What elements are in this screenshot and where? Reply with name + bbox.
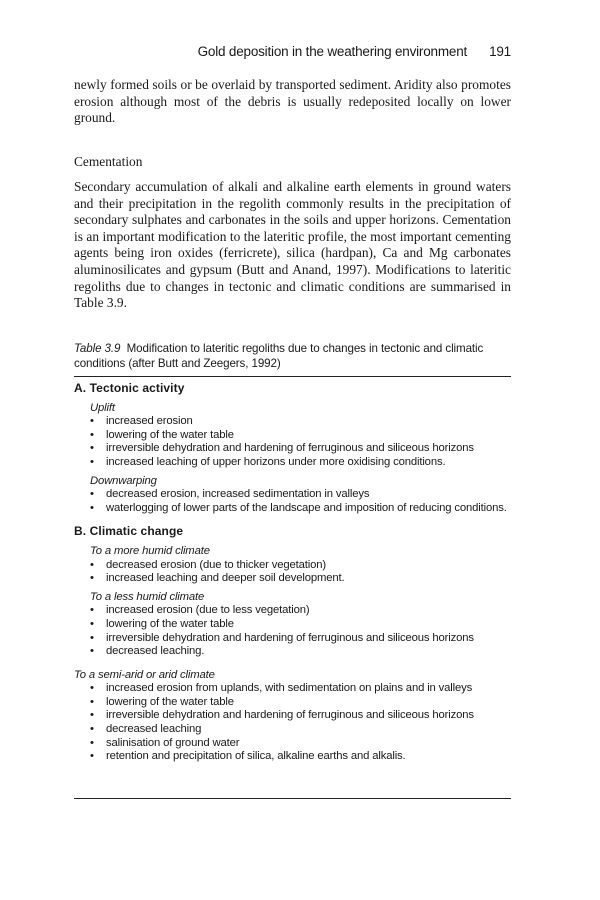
list-item: • increased leaching and deeper soil development. [90, 572, 511, 586]
list-item: • decreased erosion (due to thicker vegetation) [90, 559, 511, 573]
table-caption-text: Modification to lateritic regoliths due to changes in tectonic and climatic conditions (after Butt and Zeegers, 1992) [74, 342, 484, 370]
list-item: • irreversible dehydration and hardening of ferruginous and siliceous horizons [90, 709, 511, 723]
list-less-humid [74, 604, 511, 658]
list-more-humid [74, 559, 511, 586]
section-heading-cementation: Cementation [74, 154, 143, 169]
table-caption [74, 342, 511, 371]
list-item: • increased erosion (due to less vegetation) [90, 604, 511, 618]
table-3-9 [74, 382, 511, 769]
list-item: • decreased leaching. [90, 645, 511, 659]
body-paragraph-1: newly formed soils or be overlaid by transported sediment. Aridity also promotes erosion although most of the debris is usually redeposited locally on lower ground. [74, 77, 511, 126]
list-item: • increased leaching of upper horizons under more oxidising conditions. [90, 456, 511, 470]
running-title: Gold deposition in the weathering environment [197, 44, 468, 59]
section-b-heading: B. Climatic change [74, 524, 184, 539]
table-top-rule [74, 376, 511, 377]
list-item: • irreversible dehydration and hardening of ferruginous and siliceous horizons [90, 632, 511, 646]
section-a-heading: A. Tectonic activity [74, 381, 185, 395]
list-item: • lowering of the water table [90, 696, 511, 710]
table-bottom-rule [74, 798, 511, 799]
subheading-arid: To a semi-arid or arid climate [74, 668, 215, 681]
subheading-more-humid: To a more humid climate [90, 544, 210, 557]
list-downwarping [74, 488, 511, 515]
subheading-downwarping: Downwarping [90, 474, 157, 487]
list-item: • waterlogging of lower parts of the landscape and imposition of reducing conditions. [90, 502, 511, 516]
page-number: 191 [489, 44, 511, 59]
subheading-less-humid: To a less humid climate [90, 590, 205, 603]
list-item: • increased erosion [90, 415, 511, 429]
list-item: • decreased erosion, increased sedimentation in valleys [90, 488, 511, 502]
list-item: • retention and precipitation of silica, alkaline earths and alkalis. [90, 750, 511, 764]
list-item: • lowering of the water table [90, 618, 511, 632]
running-header [198, 44, 511, 59]
list-item: • lowering of the water table [90, 429, 511, 443]
table-label: Table 3.9 [74, 342, 121, 355]
list-uplift [74, 415, 511, 469]
body-paragraph-2: Secondary accumulation of alkali and alkaline earth elements in ground waters and their precipitation in the regolith commonly results in the precipitation of secondary sulphates and carbonates in the soils and upper horizons. Cementation is an important modification to the lateritic profile, the most important cementing agents being iron oxides (ferricrete), silica (hardpan), Ca and Mg carbonates aluminosilicates and gypsum (Butt and Anand, 1997). Modifications to lateritic regoliths due to changes in tectonic and climatic conditions are summarised in Table 3.9. [74, 179, 511, 311]
list-item: • irreversible dehydration and hardening of ferruginous and siliceous horizons [90, 442, 511, 456]
list-arid [74, 682, 511, 764]
list-item: • increased erosion from uplands, with sedimentation on plains and in valleys [90, 682, 511, 696]
list-item: • salinisation of ground water [90, 737, 511, 751]
subheading-uplift: Uplift [90, 401, 115, 414]
list-item: • decreased leaching [90, 723, 511, 737]
